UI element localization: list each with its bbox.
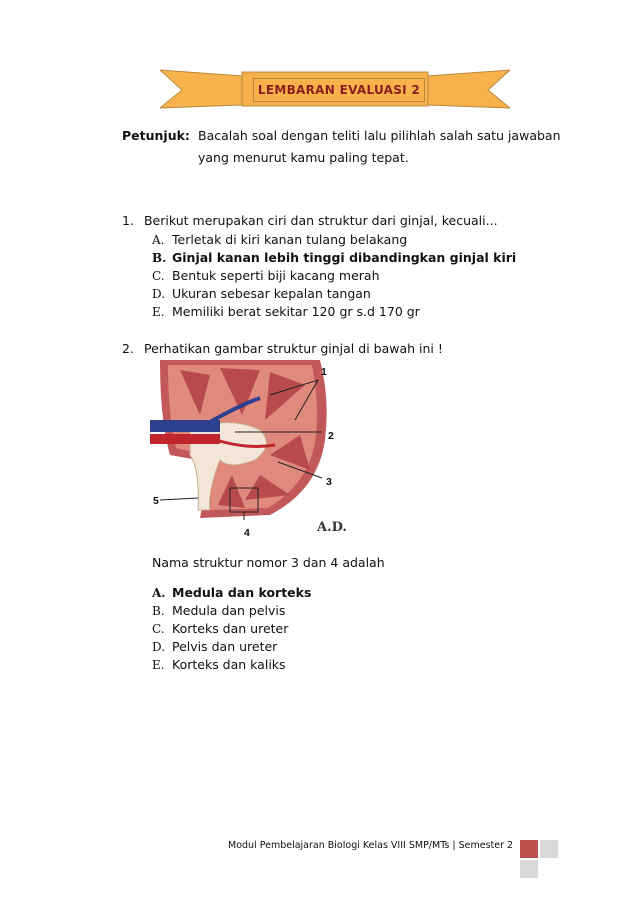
question-1	[122, 212, 498, 230]
option-text: Medula dan pelvis	[172, 603, 286, 618]
q2-option-b[interactable]	[152, 602, 285, 620]
option-letter: B.	[152, 604, 165, 618]
option-text: Korteks dan kaliks	[172, 657, 286, 672]
question-2	[122, 340, 443, 358]
option-text: Terletak di kiri kanan tulang belakang	[172, 232, 408, 247]
option-letter: A.	[152, 233, 165, 247]
option-letter: E.	[152, 305, 165, 319]
q1-option-d[interactable]	[152, 285, 371, 303]
option-letter: B.	[152, 251, 167, 265]
option-text: Pelvis dan ureter	[172, 639, 278, 654]
option-letter: D.	[152, 640, 166, 654]
option-letter: C.	[152, 622, 165, 636]
option-letter: A.	[152, 586, 166, 600]
question-1-text: Berikut merupakan ciri dan struktur dari ginjal, kecuali...	[143, 213, 498, 228]
instruction-line-1: Bacalah soal dengan teliti lalu pilihlah salah satu jawaban	[198, 128, 561, 143]
option-text: Medula dan korteks	[172, 585, 312, 600]
diagram-label-5: 5	[153, 495, 159, 507]
option-text: Ukuran sebesar kepalan tangan	[172, 286, 371, 301]
diagram-label-1: 1	[321, 366, 327, 378]
q2-option-e[interactable]	[152, 656, 286, 674]
footer-square-red	[520, 840, 538, 858]
option-letter: C.	[152, 269, 165, 283]
option-text: Memiliki berat sekitar 120 gr s.d 170 gr	[172, 304, 420, 319]
q2-option-d[interactable]	[152, 638, 277, 656]
instruction-line-2: yang menurut kamu paling tepat.	[198, 150, 409, 165]
option-text: Korteks dan ureter	[172, 621, 289, 636]
diagram-label-3: 3	[326, 476, 332, 488]
q2-option-c[interactable]	[152, 620, 288, 638]
diagram-label-4: 4	[244, 527, 250, 539]
q2-option-a[interactable]	[152, 584, 311, 602]
question-2-prompt: Nama struktur nomor 3 dan 4 adalah	[152, 555, 385, 570]
banner-title: LEMBARAN EVALUASI 2	[253, 78, 425, 102]
q1-option-b[interactable]	[152, 249, 516, 267]
question-2-number: 2.	[122, 341, 134, 356]
page-footer: Modul Pembelajaran Biologi Kelas VIII SMP/MTs | Semester 2	[228, 840, 514, 851]
kidney-diagram	[150, 360, 355, 520]
q1-option-a[interactable]	[152, 231, 407, 249]
footer-square-gray-right	[540, 840, 558, 858]
footer-square-gray-bottom	[520, 860, 538, 878]
diagram-label-2: 2	[328, 430, 334, 442]
question-2-text: Perhatikan gambar struktur ginjal di bawah ini !	[143, 341, 443, 356]
q1-option-c[interactable]	[152, 267, 380, 285]
diagram-watermark: A.D.	[317, 520, 347, 535]
instruction-label: Petunjuk:	[122, 128, 190, 143]
option-letter: E.	[152, 658, 165, 672]
question-1-number: 1.	[122, 213, 134, 228]
option-letter: D.	[152, 287, 166, 301]
option-text: Bentuk seperti biji kacang merah	[172, 268, 380, 283]
option-text: Ginjal kanan lebih tinggi dibandingkan ginjal kiri	[172, 250, 517, 265]
q1-option-e[interactable]	[152, 303, 420, 321]
